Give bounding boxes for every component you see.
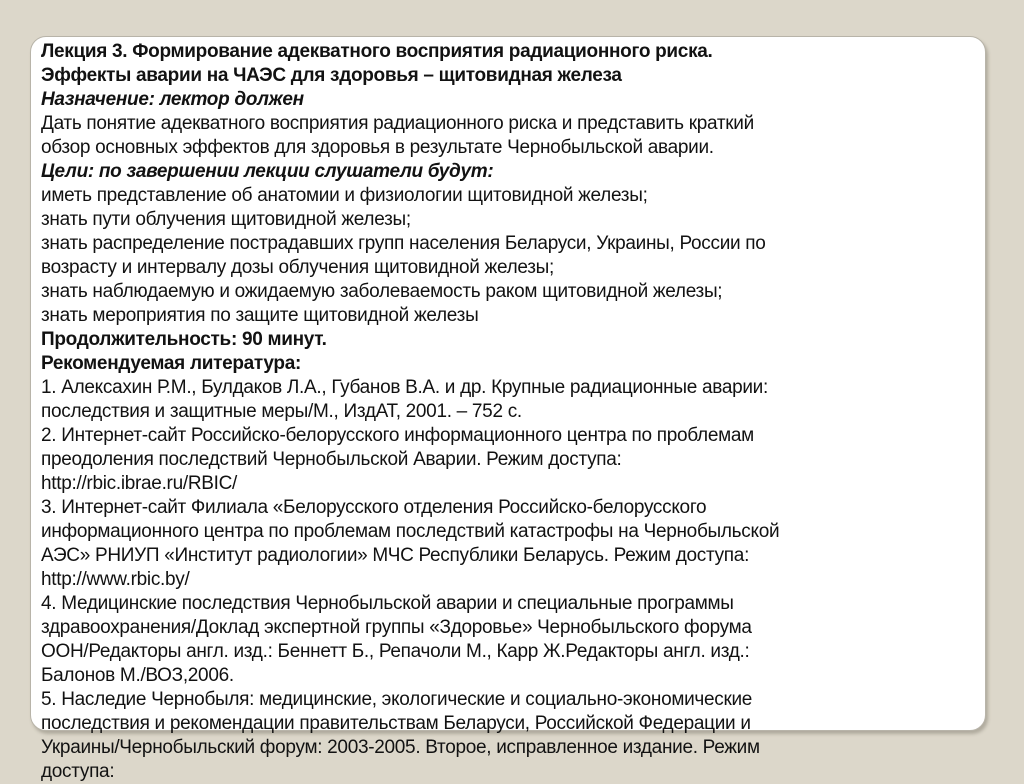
goal-item-line: знать пути облучения щитовидной железы;	[41, 209, 411, 230]
reference-line: 5. Наследие Чернобыля: медицинские, экологические и социально-экономические	[41, 689, 753, 710]
literature-heading: Рекомендуемая литература:	[41, 353, 302, 374]
goals-heading: Цели: по завершении лекции слушатели будут:	[41, 161, 494, 182]
lecture-title-line: Лекция 3. Формирование адекватного восприятия радиационного риска.	[41, 41, 713, 62]
goal-item-line: знать мероприятия по защите щитовидной железы	[41, 305, 479, 326]
reference-line: 2. Интернет-сайт Российско-белорусского информационного центра по проблемам	[41, 425, 754, 446]
reference-line: информационного центра по проблемам последствий катастрофы на Чернобыльской	[41, 521, 780, 542]
reference-line: доступа:	[41, 761, 115, 782]
reference-line: Украины/Чернобыльский форум: 2003-2005. Второе, исправленное издание. Режим	[41, 737, 760, 758]
reference-line: 4. Медицинские последствия Чернобыльской аварии и специальные программы	[41, 593, 734, 614]
reference-line: преодоления последствий Чернобыльской Аварии. Режим доступа:	[41, 449, 622, 470]
slide-text-block	[41, 40, 991, 784]
text-line: обзор основных эффектов для здоровья в результате Чернобыльской аварии.	[41, 137, 714, 158]
purpose-heading: Назначение: лектор должен	[41, 89, 304, 110]
reference-line: последствия и рекомендации правительствам Беларуси, Российской Федерации и	[41, 713, 751, 734]
url-line: http://rbic.ibrae.ru/RBIC/	[41, 473, 237, 494]
reference-line: последствия и защитные меры/М., ИздАТ, 2001. – 752 с.	[41, 401, 522, 422]
lecture-subtitle-line: Эффекты аварии на ЧАЭС для здоровья – щитовидная железа	[41, 65, 622, 86]
reference-line: Балонов М./ВОЗ,2006.	[41, 665, 234, 686]
goal-item-line: иметь представление об анатомии и физиологии щитовидной железы;	[41, 185, 648, 206]
url-line: http://www.rbic.by/	[41, 569, 190, 590]
reference-line: здравоохранения/Доклад экспертной группы «Здоровье» Чернобыльского форума	[41, 617, 752, 638]
duration-heading: Продолжительность: 90 минут.	[41, 329, 327, 350]
reference-line: 1. Алексахин Р.М., Булдаков Л.А., Губанов В.А. и др. Крупные радиационные аварии:	[41, 377, 768, 398]
reference-line: АЭС» РНИУП «Институт радиологии» МЧС Республики Беларусь. Режим доступа:	[41, 545, 750, 566]
reference-line: 3. Интернет-сайт Филиала «Белорусского отделения Российско-белорусского	[41, 497, 707, 518]
text-line: Дать понятие адекватного восприятия радиационного риска и представить краткий	[41, 113, 754, 134]
goal-item-line: знать наблюдаемую и ожидаемую заболеваемость раком щитовидной железы;	[41, 281, 723, 302]
goal-item-line: возрасту и интервалу дозы облучения щитовидной железы;	[41, 257, 554, 278]
reference-line: ООН/Редакторы англ. изд.: Беннетт Б., Репачоли М., Карр Ж.Редакторы англ. изд.:	[41, 641, 750, 662]
goal-item-line: знать распределение пострадавших групп населения Беларуси, Украины, России по	[41, 233, 766, 254]
